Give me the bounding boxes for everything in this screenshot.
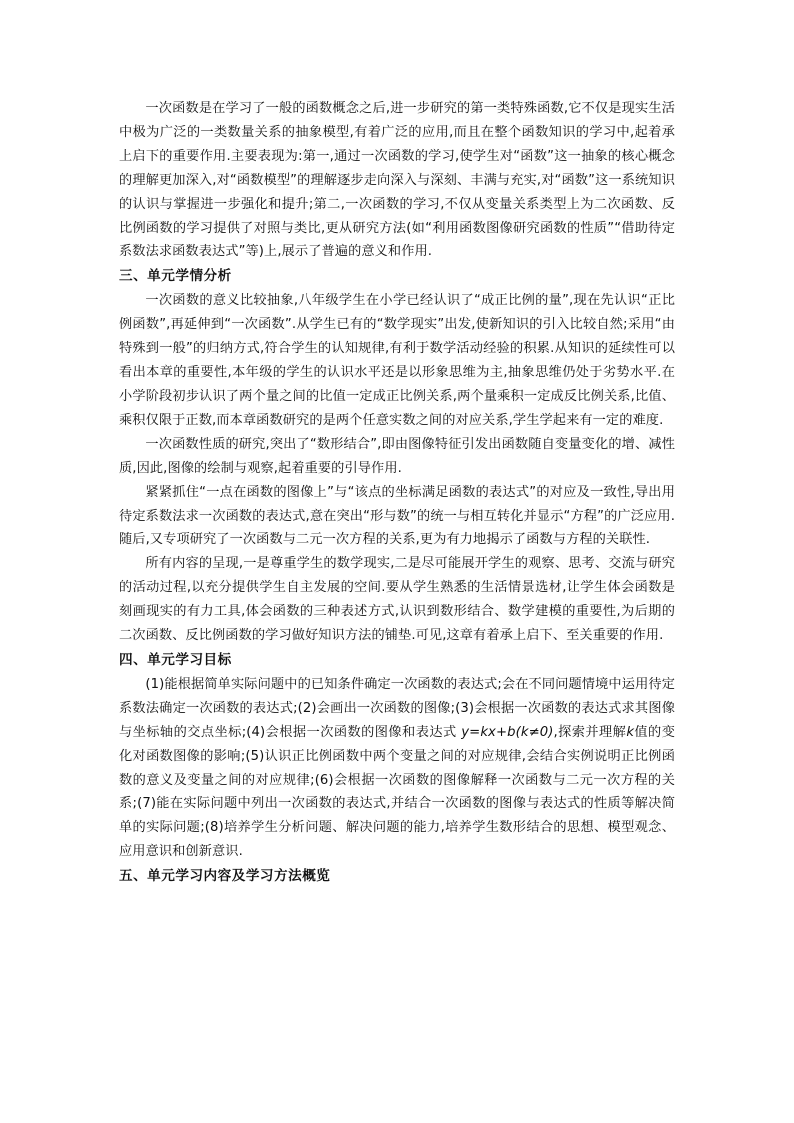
learning-analysis-paragraph-3: 紧紧抓住“一点在函数的图像上”与“该点的坐标满足函数的表达式”的对应及一致性,导出用待定系数法求一次函数的表达式,意在突出“形与数”的统一与相互转化并显示“方程”的广泛应用.随后,又专项研究了一次函数与二元一次方程的关系,更为有力地揭示了函数与方程的关联性. bbox=[119, 484, 675, 548]
learning-analysis-paragraph-4: 所有内容的呈现,一是尊重学生的数学现实,二是尽可能展开学生的观察、思考、交流与研究的活动过程,以充分提供学生自主发展的空间.要从学生熟悉的生活情景选材,让学生体会函数是刻画现实的有力工具,体会函数的三种表述方式,认识到数形结合、数学建模的重要性,为后期的二次函数、反比例函数的学习做好知识方法的铺垫.可见,这章有着承上启下、至关重要的作用. bbox=[119, 556, 675, 644]
intro-paragraph: 一次函数是在学习了一般的函数概念之后,进一步研究的第一类特殊函数,它不仅是现实生活中极为广泛的一类数量关系的抽象模型,有着广泛的应用,而且在整个函数知识的学习中,起着承上启下的重要作用.主要表现为:第一,通过一次函数的学习,使学生对“函数”这一抽象的核心概念的理解更加深入,对“函数模型”的理解逐步走向深入与深刻、丰满与充实,对“函数”这一系统知识的认识与掌握进一步强化和提升;第二,一次函数的学习,不仅从变量关系类型上为二次函数、反比例函数的学习提供了对照与类比,更从研究方法(如“利用函数图像研究函数的性质”“借助待定系数法求函数表达式”等)上,展示了普遍的意义和作用. bbox=[119, 101, 675, 260]
section-heading-content-overview: 五、单元学习内容及学习方法概览 bbox=[119, 868, 331, 885]
goals-text-part2: ,探索并理解 bbox=[553, 724, 627, 740]
goals-text-part3: 值的变化对函数图像的影响;(5)认识正比例函数中两个变量之间的对应规律,会结合实例说明正比例函数的意义及变量之间的对应规律;(6)会根据一次函数的图像解释一次函数与二元一次方程的关系;(7)能在实际问题中列出一次函数的表达式,并结合一次函数的图像与表达式的性质等解决简单的实际问题;(8)培养学生分析问题、解决问题的能力,培养学生数形结合的思想、模型观念、应用意识和创新意识. bbox=[119, 724, 675, 860]
section-heading-learning-goals: 四、单元学习目标 bbox=[119, 651, 232, 668]
learning-goals-paragraph bbox=[119, 673, 675, 864]
section-heading-learning-analysis: 三、单元学情分析 bbox=[119, 268, 232, 285]
linear-function-formula: y=kx+b(k≠0) bbox=[461, 724, 554, 740]
document-page bbox=[119, 97, 675, 889]
k-symbol: k bbox=[626, 724, 635, 740]
goals-text-part1: (1)能根据简单实际问题中的已知条件确定一次函数的表达式;会在不同问题情境中运用待定系数法确定一次函数的表达式;(2)会画出一次函数的图像;(3)会根据一次函数的表达式求其图像与坐标轴的交点坐标;(4)会根据一次函数的图像和表达式 bbox=[119, 676, 675, 740]
learning-analysis-paragraph-2: 一次函数性质的研究,突出了“数形结合”,即由图像特征引发出函数随自变量变化的增、减性质,因此,图像的绘制与观察,起着重要的引导作用. bbox=[119, 436, 675, 476]
learning-analysis-paragraph-1: 一次函数的意义比较抽象,八年级学生在小学已经认识了“成正比例的量”,现在先认识“正比例函数”,再延伸到“一次函数”.从学生已有的“数学现实”出发,使新知识的引入比较自然;采用“由特殊到一般”的归纳方式,符合学生的认知规律,有利于数学活动经验的积累.从知识的延续性可以看出本章的重要性,本年级的学生的认识水平还是以形象思维为主,抽象思维仍处于劣势水平.在小学阶段初步认识了两个量之间的比值一定成正比例关系,两个量乘积一定成反比例关系,比值、乘积仅限于正数,而本章函数研究的是两个任意实数之间的对应关系,学生学起来有一定的难度. bbox=[119, 293, 675, 428]
